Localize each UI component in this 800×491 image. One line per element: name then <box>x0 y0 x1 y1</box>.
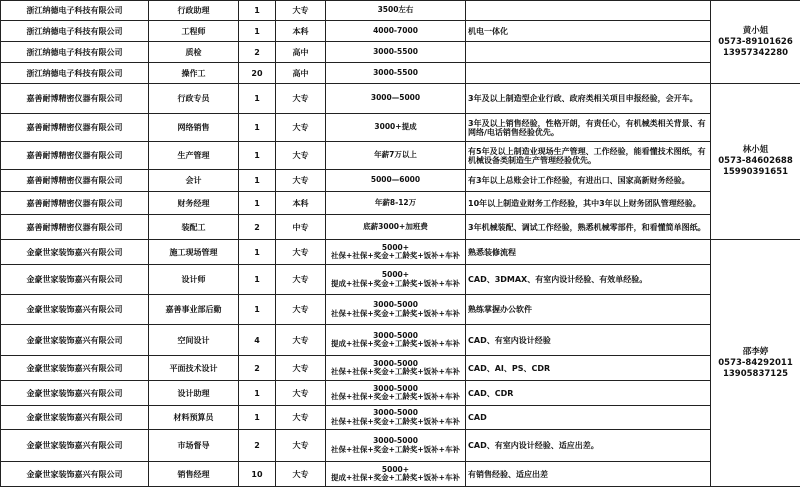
company-cell: 嘉善耐博精密仪器有限公司 <box>1 170 149 192</box>
salary-cell: 底薪3000+加班费 <box>326 215 466 240</box>
table-row <box>1 295 800 325</box>
count-cell: 1 <box>239 114 276 142</box>
count-cell: 20 <box>239 63 276 84</box>
count-cell: 1 <box>239 295 276 325</box>
requirement-cell: 有销售经验、适应出差 <box>466 462 711 487</box>
requirement-cell: 熟悉装修流程 <box>466 240 711 265</box>
company-cell: 金豪世家装饰嘉兴有限公司 <box>1 295 149 325</box>
salary-benefits: 社保+社保+奖金+工龄奖+饭补+车补 <box>331 308 460 318</box>
salary-range: 3000-5000 <box>373 330 418 340</box>
position-cell: 会计 <box>149 170 239 192</box>
salary-benefits: 社保+社保+奖金+工龄奖+饭补+车补 <box>331 367 460 376</box>
company-cell: 浙江纳德电子科技有限公司 <box>1 1 149 21</box>
position-cell: 装配工 <box>149 215 239 240</box>
requirement-cell: 3年及以上制造型企业行政、政府类相关项目申报经验，会开车。 <box>466 84 711 114</box>
requirement-cell: CAD、有室内设计经验 <box>466 325 711 356</box>
count-cell: 1 <box>239 192 276 215</box>
contact-phone: 13957342280 <box>722 47 789 58</box>
education-cell: 大专 <box>276 142 326 170</box>
salary-cell <box>326 295 466 325</box>
salary-cell: 4000-7000 <box>326 21 466 42</box>
position-cell: 质检 <box>149 42 239 63</box>
requirement-cell <box>466 63 711 84</box>
company-cell: 金豪世家装饰嘉兴有限公司 <box>1 356 149 381</box>
position-cell: 操作工 <box>149 63 239 84</box>
salary-benefits: 社保+社保+奖金+工龄奖+饭补+车补 <box>331 251 460 260</box>
count-cell: 1 <box>239 1 276 21</box>
education-cell: 大专 <box>276 430 326 462</box>
position-cell: 设计师 <box>149 265 239 295</box>
requirement-cell: 熟练掌握办公软件 <box>466 295 711 325</box>
table-row <box>1 63 800 84</box>
requirement-cell: 10年以上制造业财务工作经验，其中3年以上财务团队管理经验。 <box>466 192 711 215</box>
requirement-cell: CAD、AI、PS、CDR <box>466 356 711 381</box>
salary-range: 3000-5000 <box>373 358 418 368</box>
company-cell: 嘉善耐博精密仪器有限公司 <box>1 114 149 142</box>
education-cell: 大专 <box>276 170 326 192</box>
salary-range: 3000-5000 <box>373 300 418 309</box>
table-row <box>1 462 800 487</box>
salary-cell: 5000—6000 <box>326 170 466 192</box>
education-cell: 大专 <box>276 295 326 325</box>
requirement-cell: 3年机械装配、调试工作经验，熟悉机械零部件，和看懂简单图纸。 <box>466 215 711 240</box>
education-cell: 大专 <box>276 356 326 381</box>
contact-phone: 15990391651 <box>722 167 789 177</box>
table-row <box>1 240 800 265</box>
company-cell: 嘉善耐博精密仪器有限公司 <box>1 192 149 215</box>
count-cell: 2 <box>239 42 276 63</box>
position-cell: 销售经理 <box>149 462 239 487</box>
table-row <box>1 215 800 240</box>
education-cell: 大专 <box>276 1 326 21</box>
position-cell: 市场督导 <box>149 430 239 462</box>
count-cell: 1 <box>239 406 276 430</box>
position-cell: 生产管理 <box>149 142 239 170</box>
salary-benefits: 社保+社保+奖金+工龄奖+饭补+车补 <box>331 444 460 454</box>
education-cell: 本科 <box>276 21 326 42</box>
company-cell: 浙江纳德电子科技有限公司 <box>1 63 149 84</box>
table-row <box>1 430 800 462</box>
requirement-cell: CAD <box>466 406 711 430</box>
requirement-cell: 有5年及以上制造业现场生产管理、工作经验，能看懂技术图纸，有机械设备类制造生产管理经验优先。 <box>466 142 711 170</box>
salary-cell <box>326 325 466 356</box>
salary-benefits: 提成+社保+奖金+工龄奖+饭补+车补 <box>331 473 460 482</box>
salary-range: 3000-5000 <box>373 408 418 417</box>
count-cell: 1 <box>239 265 276 295</box>
position-cell: 财务经理 <box>149 192 239 215</box>
position-cell: 网络销售 <box>149 114 239 142</box>
count-cell: 2 <box>239 215 276 240</box>
contact-name: 林小姐 <box>742 145 769 155</box>
company-cell: 嘉善耐博精密仪器有限公司 <box>1 142 149 170</box>
count-cell: 4 <box>239 325 276 356</box>
count-cell: 1 <box>239 170 276 192</box>
company-cell: 浙江纳德电子科技有限公司 <box>1 42 149 63</box>
salary-cell <box>326 406 466 430</box>
salary-range: 3000-5000 <box>373 383 418 393</box>
table-row <box>1 21 800 42</box>
contact-cell <box>711 1 800 84</box>
requirement-cell: CAD、CDR <box>466 381 711 406</box>
salary-cell <box>326 265 466 295</box>
education-cell: 高中 <box>276 63 326 84</box>
count-cell: 2 <box>239 356 276 381</box>
salary-range: 5000+ <box>381 270 410 279</box>
salary-range: 5000+ <box>381 464 410 474</box>
company-cell: 金豪世家装饰嘉兴有限公司 <box>1 265 149 295</box>
salary-cell: 年薪7万以上 <box>326 142 466 170</box>
contact-phone: 13905837125 <box>722 368 789 379</box>
count-cell: 1 <box>239 240 276 265</box>
company-cell: 嘉善耐博精密仪器有限公司 <box>1 84 149 114</box>
education-cell: 高中 <box>276 42 326 63</box>
company-cell: 金豪世家装饰嘉兴有限公司 <box>1 325 149 356</box>
requirement-cell: 机电一体化 <box>466 21 711 42</box>
company-cell: 嘉善耐博精密仪器有限公司 <box>1 215 149 240</box>
education-cell: 大专 <box>276 406 326 430</box>
company-cell: 金豪世家装饰嘉兴有限公司 <box>1 406 149 430</box>
contact-cell <box>711 84 800 240</box>
contact-cell <box>711 240 800 487</box>
salary-benefits: 提成+社保+奖金+工龄奖+饭补+车补 <box>331 339 460 348</box>
salary-cell: 3000—5000 <box>326 84 466 114</box>
requirement-cell: 3年及以上销售经验，性格开朗，有责任心，有机械类相关背景、有网络/电话销售经验优先。 <box>466 114 711 142</box>
count-cell: 2 <box>239 430 276 462</box>
table-row <box>1 356 800 381</box>
salary-cell: 3000-5500 <box>326 42 466 63</box>
company-cell: 金豪世家装饰嘉兴有限公司 <box>1 381 149 406</box>
position-cell: 行政专员 <box>149 84 239 114</box>
salary-benefits: 提成+社保+奖金+工龄奖+饭补+车补 <box>331 278 460 288</box>
requirement-cell: 有3年以上总账会计工作经验，有进出口、国家高新财务经验。 <box>466 170 711 192</box>
salary-cell <box>326 240 466 265</box>
table-row <box>1 325 800 356</box>
education-cell: 大专 <box>276 114 326 142</box>
salary-cell <box>326 356 466 381</box>
salary-cell <box>326 381 466 406</box>
requirement-cell <box>466 42 711 63</box>
education-cell: 大专 <box>276 84 326 114</box>
position-cell: 施工现场管理 <box>149 240 239 265</box>
salary-cell <box>326 462 466 487</box>
table-row <box>1 381 800 406</box>
count-cell: 1 <box>239 381 276 406</box>
salary-cell: 年薪8-12万 <box>326 192 466 215</box>
education-cell: 大专 <box>276 381 326 406</box>
education-cell: 大专 <box>276 265 326 295</box>
requirement-cell: CAD、有室内设计经验、适应出差。 <box>466 430 711 462</box>
education-cell: 本科 <box>276 192 326 215</box>
contact-phone: 0573-84292011 <box>718 357 793 368</box>
company-cell: 金豪世家装饰嘉兴有限公司 <box>1 462 149 487</box>
position-cell: 空间设计 <box>149 325 239 356</box>
salary-range: 3000-5000 <box>373 436 418 445</box>
table-row <box>1 114 800 142</box>
company-cell: 金豪世家装饰嘉兴有限公司 <box>1 430 149 462</box>
company-cell: 浙江纳德电子科技有限公司 <box>1 21 149 42</box>
contact-phone: 0573-89101626 <box>718 36 793 47</box>
table-row <box>1 1 800 21</box>
table-row <box>1 192 800 215</box>
education-cell: 中专 <box>276 215 326 240</box>
table-row <box>1 406 800 430</box>
education-cell: 大专 <box>276 325 326 356</box>
salary-cell: 3000+提成 <box>326 114 466 142</box>
company-cell: 金豪世家装饰嘉兴有限公司 <box>1 240 149 265</box>
contact-phone: 0573-84602688 <box>718 156 793 166</box>
table-row <box>1 170 800 192</box>
salary-benefits: 社保+社保+奖金+工龄奖+饭补+车补 <box>331 416 460 426</box>
requirement-cell <box>466 1 711 21</box>
table-row <box>1 42 800 63</box>
requirement-cell: CAD、3DMAX、有室内设计经验、有效单经验。 <box>466 265 711 295</box>
education-cell: 大专 <box>276 240 326 265</box>
count-cell: 1 <box>239 84 276 114</box>
education-cell: 大专 <box>276 462 326 487</box>
count-cell: 1 <box>239 142 276 170</box>
position-cell: 设计助理 <box>149 381 239 406</box>
salary-cell: 3000-5500 <box>326 63 466 84</box>
position-cell: 行政助理 <box>149 1 239 21</box>
table-row <box>1 142 800 170</box>
salary-range: 5000+ <box>381 242 410 252</box>
position-cell: 嘉善事业部后勤 <box>149 295 239 325</box>
contact-name: 黄小姐 <box>742 25 769 36</box>
position-cell: 平面技术设计 <box>149 356 239 381</box>
count-cell: 1 <box>239 21 276 42</box>
position-cell: 工程师 <box>149 21 239 42</box>
salary-cell: 3500左右 <box>326 1 466 21</box>
contact-name: 邵李婷 <box>742 346 769 357</box>
count-cell: 10 <box>239 462 276 487</box>
table-row <box>1 84 800 114</box>
salary-cell <box>326 430 466 462</box>
table-row <box>1 265 800 295</box>
position-cell: 材料预算员 <box>149 406 239 430</box>
salary-benefits: 社保+社保+奖金+工龄奖+饭补+车补 <box>331 392 460 401</box>
